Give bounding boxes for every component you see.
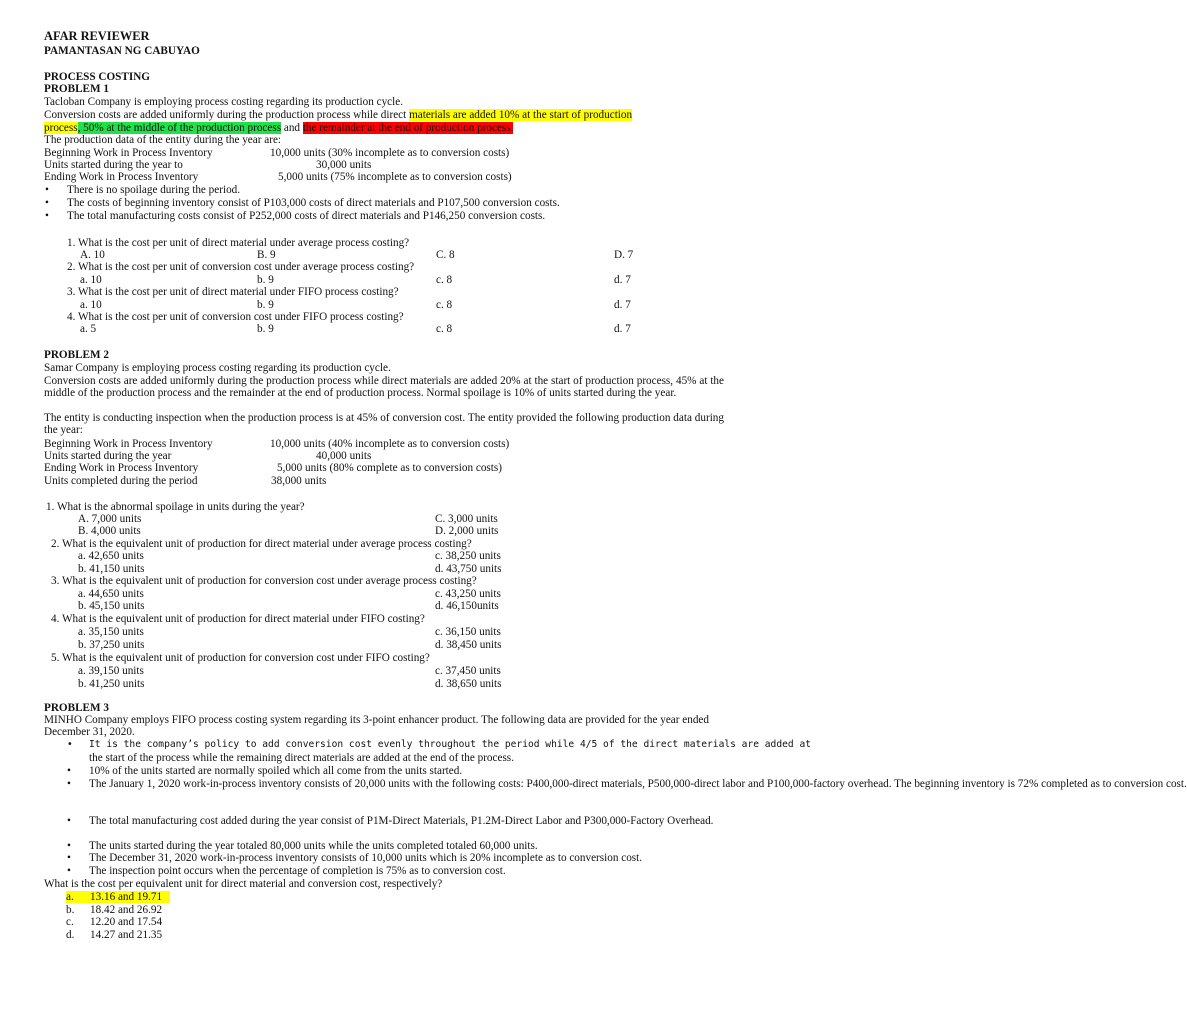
p1-data-label-3: Ending Work in Process Inventory — [44, 171, 199, 183]
p2-q5-choice-b: b. 41,250 units — [78, 678, 145, 690]
highlight-red: the remainder at the end of production process. — [302, 122, 514, 134]
highlight-green: 50% at the middle of the production process — [83, 122, 282, 134]
p2-q2-choice-a: a. 42,650 units — [78, 550, 144, 562]
p2-q1-choice-a: A. 7,000 units — [78, 513, 142, 525]
p2-q1-choice-b: B. 4,000 units — [78, 525, 141, 537]
p2-q2-choice-c: c. 38,250 units — [435, 550, 501, 562]
p2-q3-choice-d: d. 46,150units — [435, 600, 499, 612]
p2-q4-choice-a: a. 35,150 units — [78, 626, 144, 638]
p2-q4-choice-b: b. 37,250 units — [78, 639, 145, 651]
p1-question-3: 3. What is the cost per unit of direct material under FIFO process costing? — [67, 286, 399, 298]
p3-choice-d — [66, 929, 186, 941]
p1-q1-choice-b: B. 9 — [257, 249, 276, 261]
problem-1-line-2 — [44, 109, 724, 121]
p3-bullet-1: • It is the company’s policy to add conversion cost evenly throughout the period while 4/5 of the direct materials are added at — [89, 739, 811, 751]
p1-data-label-2: Units started during the year to — [44, 159, 183, 171]
p3-bullet-6: • The December 31, 2020 work-in-process inventory consists of 10,000 units which is 20% incomplete as to conversion cost. — [89, 852, 642, 864]
choice-letter: b. — [66, 904, 75, 916]
choice-letter: a. — [66, 891, 74, 903]
choice-letter: d. — [66, 929, 75, 941]
choice-text: 18.42 and 26.92 — [90, 904, 163, 916]
p1-q2-choice-d: d. 7 — [614, 274, 631, 286]
p1-data-value-2: 30,000 units — [316, 159, 372, 171]
p3-bullet-7: • The inspection point occurs when the percentage of completion is 75% as to conversion cost. — [89, 865, 506, 877]
p1-q3-choice-a: a. 10 — [80, 299, 102, 311]
choice-letter: c. — [66, 916, 74, 928]
section-title: PROCESS COSTING — [44, 71, 150, 83]
p1-data-value-1: 10,000 units (30% incomplete as to conversion costs) — [270, 147, 510, 159]
p1-q4-choice-c: c. 8 — [436, 323, 453, 335]
problem-2-heading: PROBLEM 2 — [44, 349, 109, 361]
p2-question-5: 5. What is the equivalent unit of production for conversion cost under FIFO costing? — [51, 652, 430, 664]
text: Conversion costs are added uniformly during the production process while direct — [44, 109, 410, 121]
p3-bullet-3: • The January 1, 2020 work-in-process inventory consists of 20,000 units with the following costs: P400,000-direct materials, P500,000-direct labor and P100,000-factory overhead. The beginning inventory is 72% completed as to conversion cost. — [89, 778, 695, 790]
p3-choice-b — [66, 904, 186, 916]
p2-question-3: 3. What is the equivalent unit of production for conversion cost under average process costing? — [51, 575, 477, 587]
p2-question-4: 4. What is the equivalent unit of production for direct material under FIFO costing? — [51, 613, 425, 625]
p1-bullet-1: • There is no spoilage during the period. — [67, 184, 240, 196]
p2-q5-choice-c: c. 37,450 units — [435, 665, 501, 677]
p1-q3-choice-b: b. 9 — [257, 299, 274, 311]
p2-q1-choice-c: C. 3,000 units — [435, 513, 498, 525]
p2-q3-choice-a: a. 44,650 units — [78, 588, 144, 600]
highlight-yellow: process — [44, 122, 78, 134]
p1-q3-choice-c: c. 8 — [436, 299, 453, 311]
problem-3-intro: MINHO Company employs FIFO process costing system regarding its 3-point enhancer product. The following data are provided for the year ended December 31, 2020. — [44, 714, 709, 739]
p1-bullet-2: • The costs of beginning inventory consist of P103,000 costs of direct materials and P107,500 conversion costs. — [67, 197, 560, 209]
p3-bullet-1-cont: the start of the process while the remaining direct materials are added at the end of the process. — [89, 752, 514, 764]
p1-q1-choice-d: D. 7 — [614, 249, 634, 261]
p2-data-value-4: 38,000 units — [271, 475, 327, 487]
p1-bullet-3: • The total manufacturing costs consist of P252,000 costs of direct materials and P146,250 conversion costs. — [67, 210, 545, 222]
choice-text: 14.27 and 21.35 — [90, 929, 163, 941]
p2-q3-choice-c: c. 43,250 units — [435, 588, 501, 600]
p1-data-value-3: 5,000 units (75% incomplete as to conversion costs) — [278, 171, 512, 183]
p3-question: What is the cost per equivalent unit for direct material and conversion cost, respectively? — [44, 878, 443, 890]
comma: , — [77, 122, 84, 134]
p1-question-4: 4. What is the cost per unit of conversion cost under FIFO process costing? — [67, 311, 404, 323]
p1-q1-choice-c: C. 8 — [436, 249, 455, 261]
p2-data-label-4: Units completed during the period — [44, 475, 198, 487]
p2-q1-choice-d: D. 2,000 units — [435, 525, 499, 537]
p1-q3-choice-d: d. 7 — [614, 299, 631, 311]
problem-1-data-intro: The production data of the entity during the year are: — [44, 134, 282, 146]
p2-data-label-1: Beginning Work in Process Inventory — [44, 438, 213, 450]
p3-choice-a — [66, 891, 170, 903]
p2-data-label-3: Ending Work in Process Inventory — [44, 462, 199, 474]
problem-2-para-1: Conversion costs are added uniformly during the production process while direct materials are added 20% at the start of production process, 45% at the middle of the production process and the remainder at the end of production process. Normal spoilage is 10% of units started during the year. — [44, 375, 724, 400]
p2-q4-choice-c: c. 36,150 units — [435, 626, 501, 638]
p2-data-value-1: 10,000 units (40% incomplete as to conversion costs) — [270, 438, 510, 450]
problem-1-intro: Tacloban Company is employing process costing regarding its production cycle. — [44, 96, 403, 108]
p1-question-1: 1. What is the cost per unit of direct material under average process costing? — [67, 237, 410, 249]
p2-data-value-2: 40,000 units — [316, 450, 372, 462]
problem-1-line-3 — [44, 122, 724, 134]
problem-3-heading: PROBLEM 3 — [44, 702, 109, 714]
p1-q4-choice-b: b. 9 — [257, 323, 274, 335]
p2-q3-choice-b: b. 45,150 units — [78, 600, 145, 612]
p2-q4-choice-d: d. 38,450 units — [435, 639, 502, 651]
p1-q4-choice-d: d. 7 — [614, 323, 631, 335]
p1-q1-choice-a: A. 10 — [80, 249, 105, 261]
choice-text: 12.20 and 17.54 — [90, 916, 163, 928]
p2-data-label-2: Units started during the year — [44, 450, 172, 462]
p3-bullet-2: • 10% of the units started are normally spoiled which all come from the units started. — [89, 765, 462, 777]
p2-q2-choice-d: d. 43,750 units — [435, 563, 502, 575]
p1-data-label-1: Beginning Work in Process Inventory — [44, 147, 213, 159]
doc-title: AFAR REVIEWER — [44, 29, 150, 43]
highlight-yellow: materials are added 10% at the start of production — [409, 109, 633, 121]
p2-q5-choice-d: d. 38,650 units — [435, 678, 502, 690]
p3-bullet-4: • The total manufacturing cost added during the year consist of P1M-Direct Materials, P1.2M-Direct Labor and P300,000-Factory Overhead. — [89, 815, 701, 827]
problem-2-intro: Samar Company is employing process costing regarding its production cycle. — [44, 362, 391, 374]
p1-q2-choice-a: a. 10 — [80, 274, 102, 286]
p2-q2-choice-b: b. 41,150 units — [78, 563, 145, 575]
p2-question-2: 2. What is the equivalent unit of production for direct material under average process costing? — [51, 538, 472, 550]
p1-question-2: 2. What is the cost per unit of conversion cost under average process costing? — [67, 261, 415, 273]
p2-question-1: 1. What is the abnormal spoilage in units during the year? — [46, 501, 305, 513]
doc-school: PAMANTASAN NG CABUYAO — [44, 45, 200, 57]
problem-1-heading: PROBLEM 1 — [44, 83, 109, 95]
p2-q5-choice-a: a. 39,150 units — [78, 665, 144, 677]
p1-q2-choice-c: c. 8 — [436, 274, 453, 286]
p3-bullet-5: • The units started during the year totaled 80,000 units while the units completed totaled 60,000 units. — [89, 840, 538, 852]
text: and — [281, 122, 303, 134]
p3-choice-c — [66, 916, 186, 928]
choice-text: 13.16 and 19.71 — [90, 891, 163, 903]
p2-data-value-3: 5,000 units (80% complete as to conversion costs) — [277, 462, 502, 474]
p1-q4-choice-a: a. 5 — [80, 323, 97, 335]
problem-2-para-2: The entity is conducting inspection when the production process is at 45% of conversion cost. The entity provided the following production data during the year: — [44, 412, 724, 437]
p1-q2-choice-b: b. 9 — [257, 274, 274, 286]
